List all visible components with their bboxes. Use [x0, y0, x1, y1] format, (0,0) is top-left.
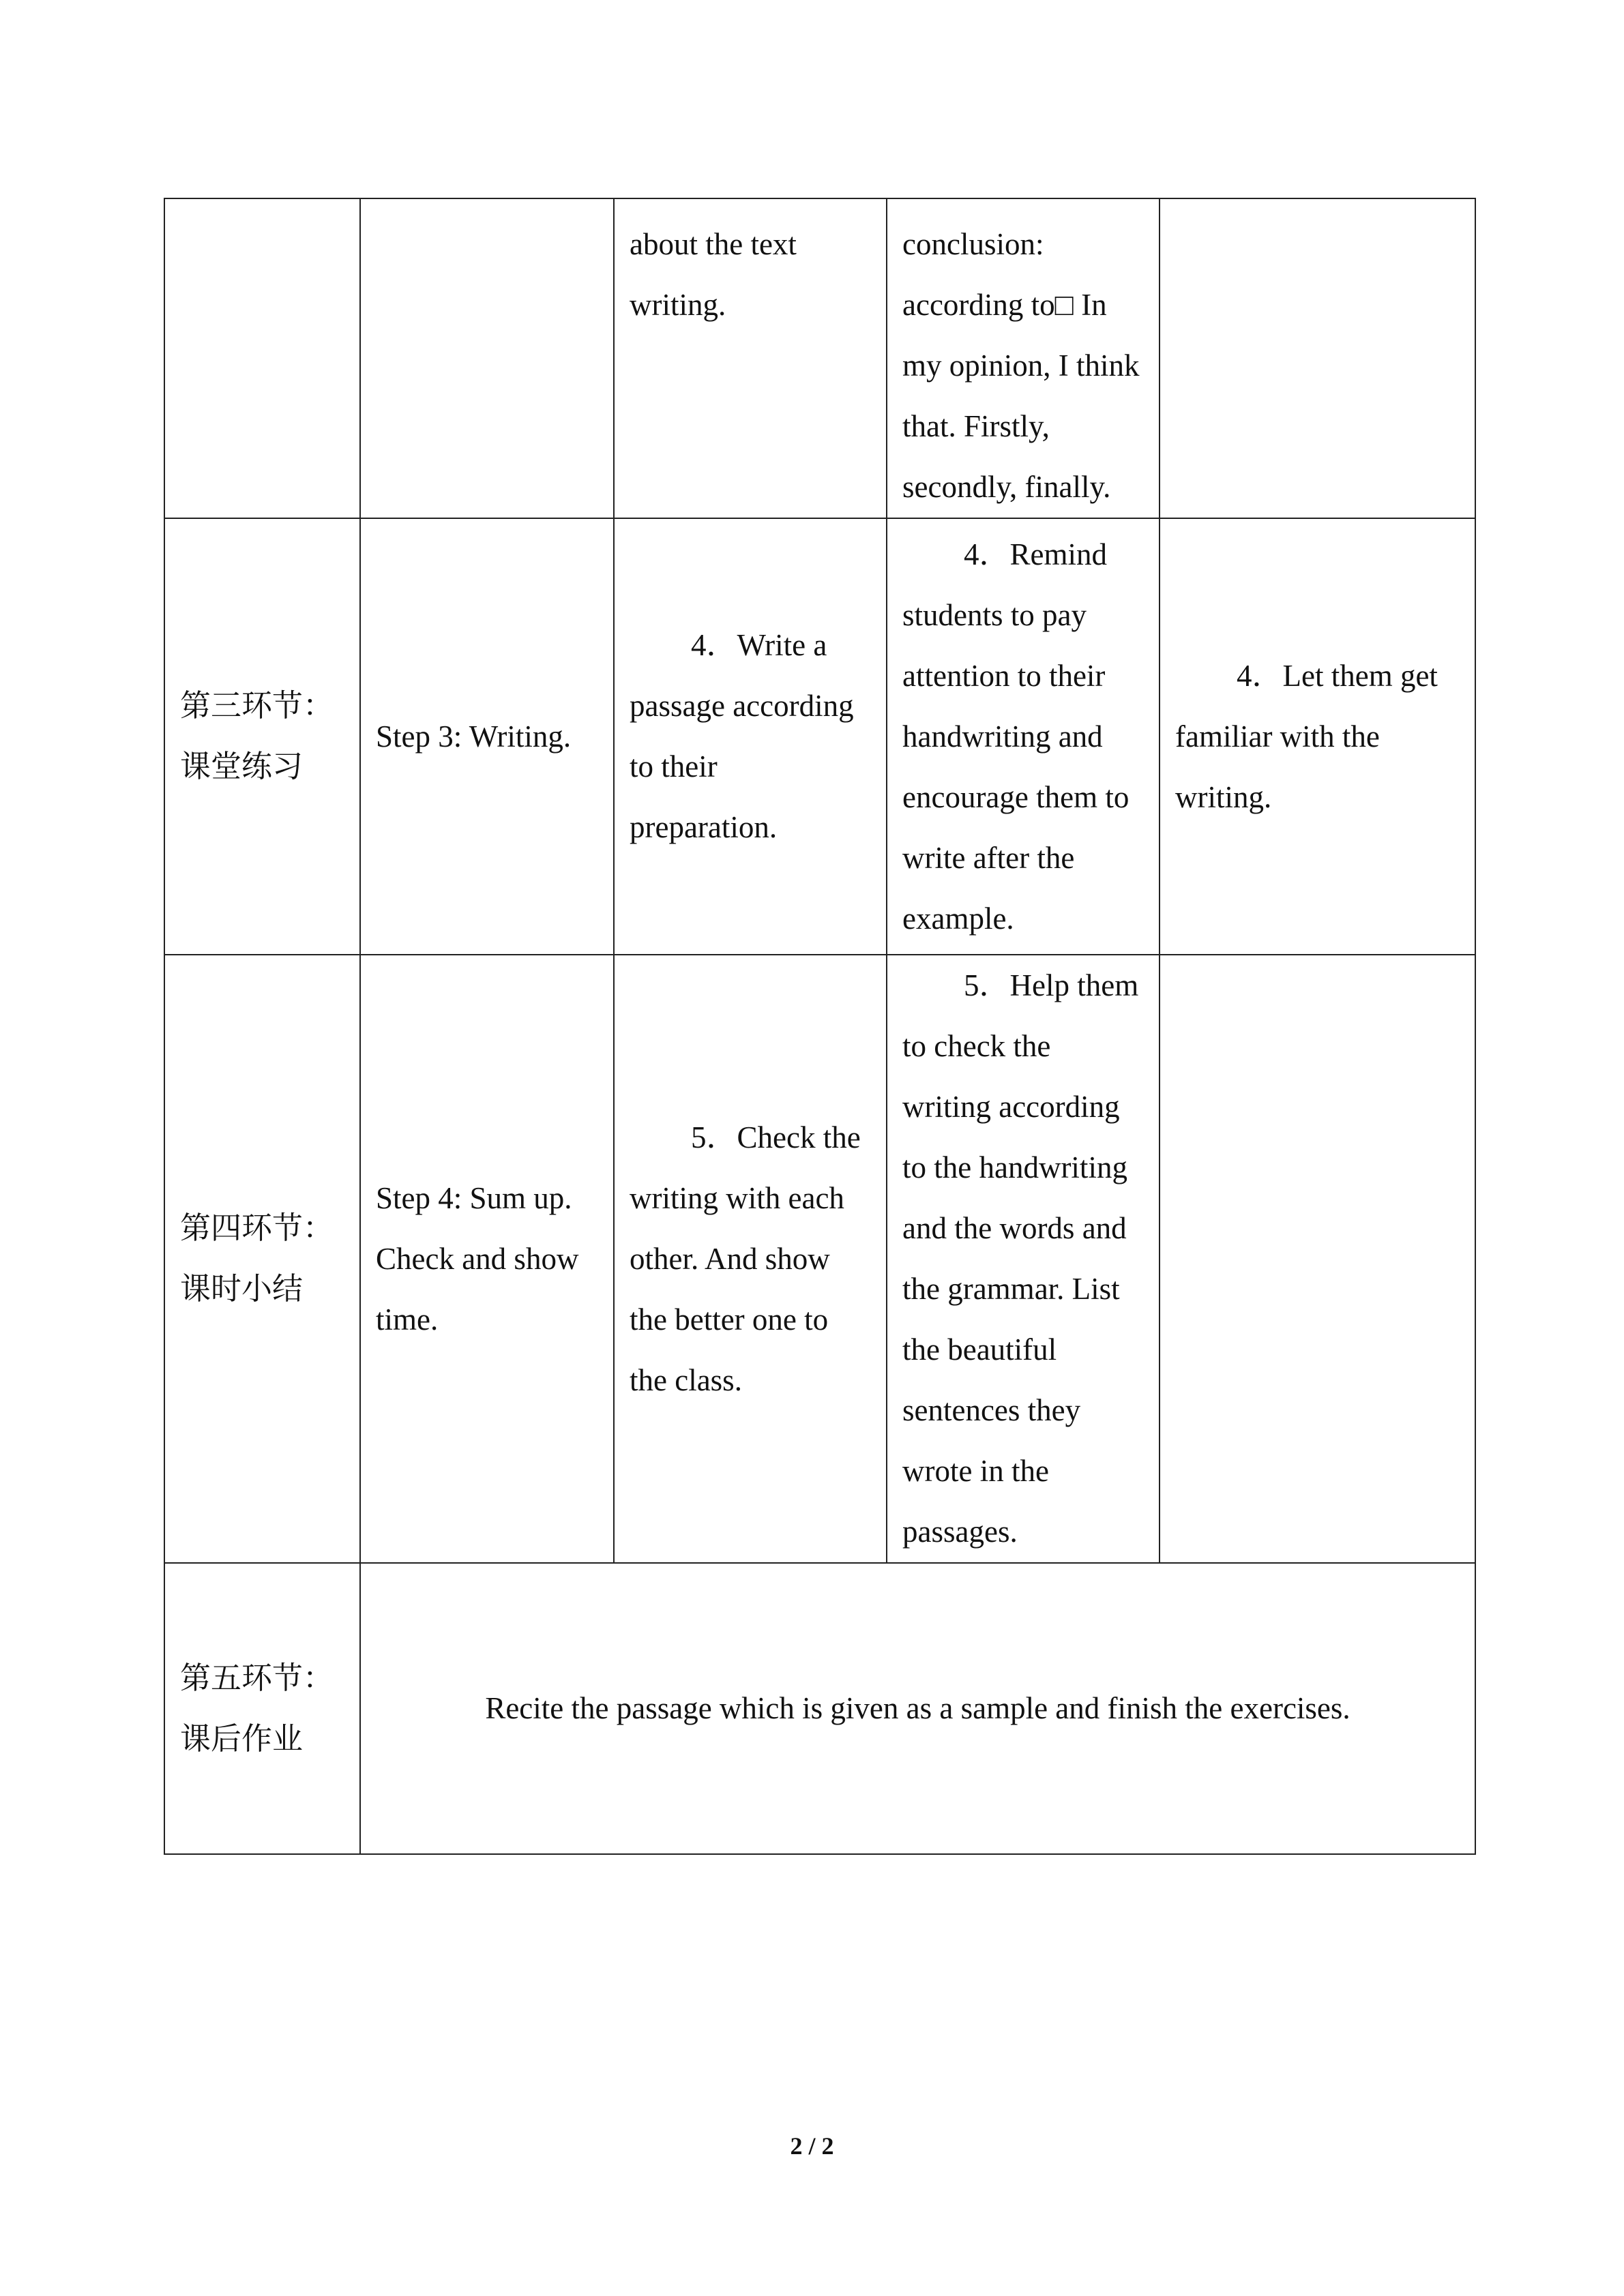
student-activity-text: 4．Write a passage according to their preparation.	[630, 628, 854, 844]
teacher-activity-cell: conclusion: according to□ In my opinion, I think that. Firstly, secondly, finally.	[887, 198, 1160, 518]
purpose-cell	[1160, 955, 1475, 1563]
table-row	[164, 198, 1475, 518]
stage-cell: 第三环节：课堂练习	[164, 518, 360, 955]
stage-cell: 第四环节：课时小结	[164, 955, 360, 1563]
step-cell: Step 4: Sum up. Check and show time.	[360, 955, 614, 1563]
table-row	[164, 955, 1475, 1563]
teacher-activity-cell	[887, 518, 1160, 955]
teacher-activity-text: 4．Remind students to pay attention to their handwriting and encourage them to write after the example.	[902, 537, 1130, 936]
step-cell: Step 3: Writing.	[360, 518, 614, 955]
page-number: 2 / 2	[790, 2132, 834, 2160]
student-activity-text: 5．Check the writing with each other. And show the better one to the class.	[630, 1120, 861, 1397]
teacher-activity-cell	[887, 955, 1160, 1563]
teacher-activity-text: 5．Help them to check the writing according to the handwriting and the words and the grammar. List the beautiful sentences they wrote in the passages.	[902, 968, 1139, 1549]
student-activity-cell: about the text writing.	[614, 198, 887, 518]
stage-cell: 第五环节：课后作业	[164, 1563, 360, 1854]
purpose-cell	[1160, 518, 1475, 955]
purpose-cell	[1160, 198, 1475, 518]
step-cell	[360, 198, 614, 518]
homework-cell: Recite the passage which is given as a sample and finish the exercises.	[360, 1563, 1475, 1854]
table-row	[164, 1563, 1475, 1854]
student-activity-cell	[614, 955, 887, 1563]
table-row	[164, 518, 1475, 955]
stage-cell	[164, 198, 360, 518]
lesson-plan-table	[164, 198, 1476, 1855]
purpose-text: 4．Let them get familiar with the writing.	[1175, 658, 1438, 814]
student-activity-cell	[614, 518, 887, 955]
